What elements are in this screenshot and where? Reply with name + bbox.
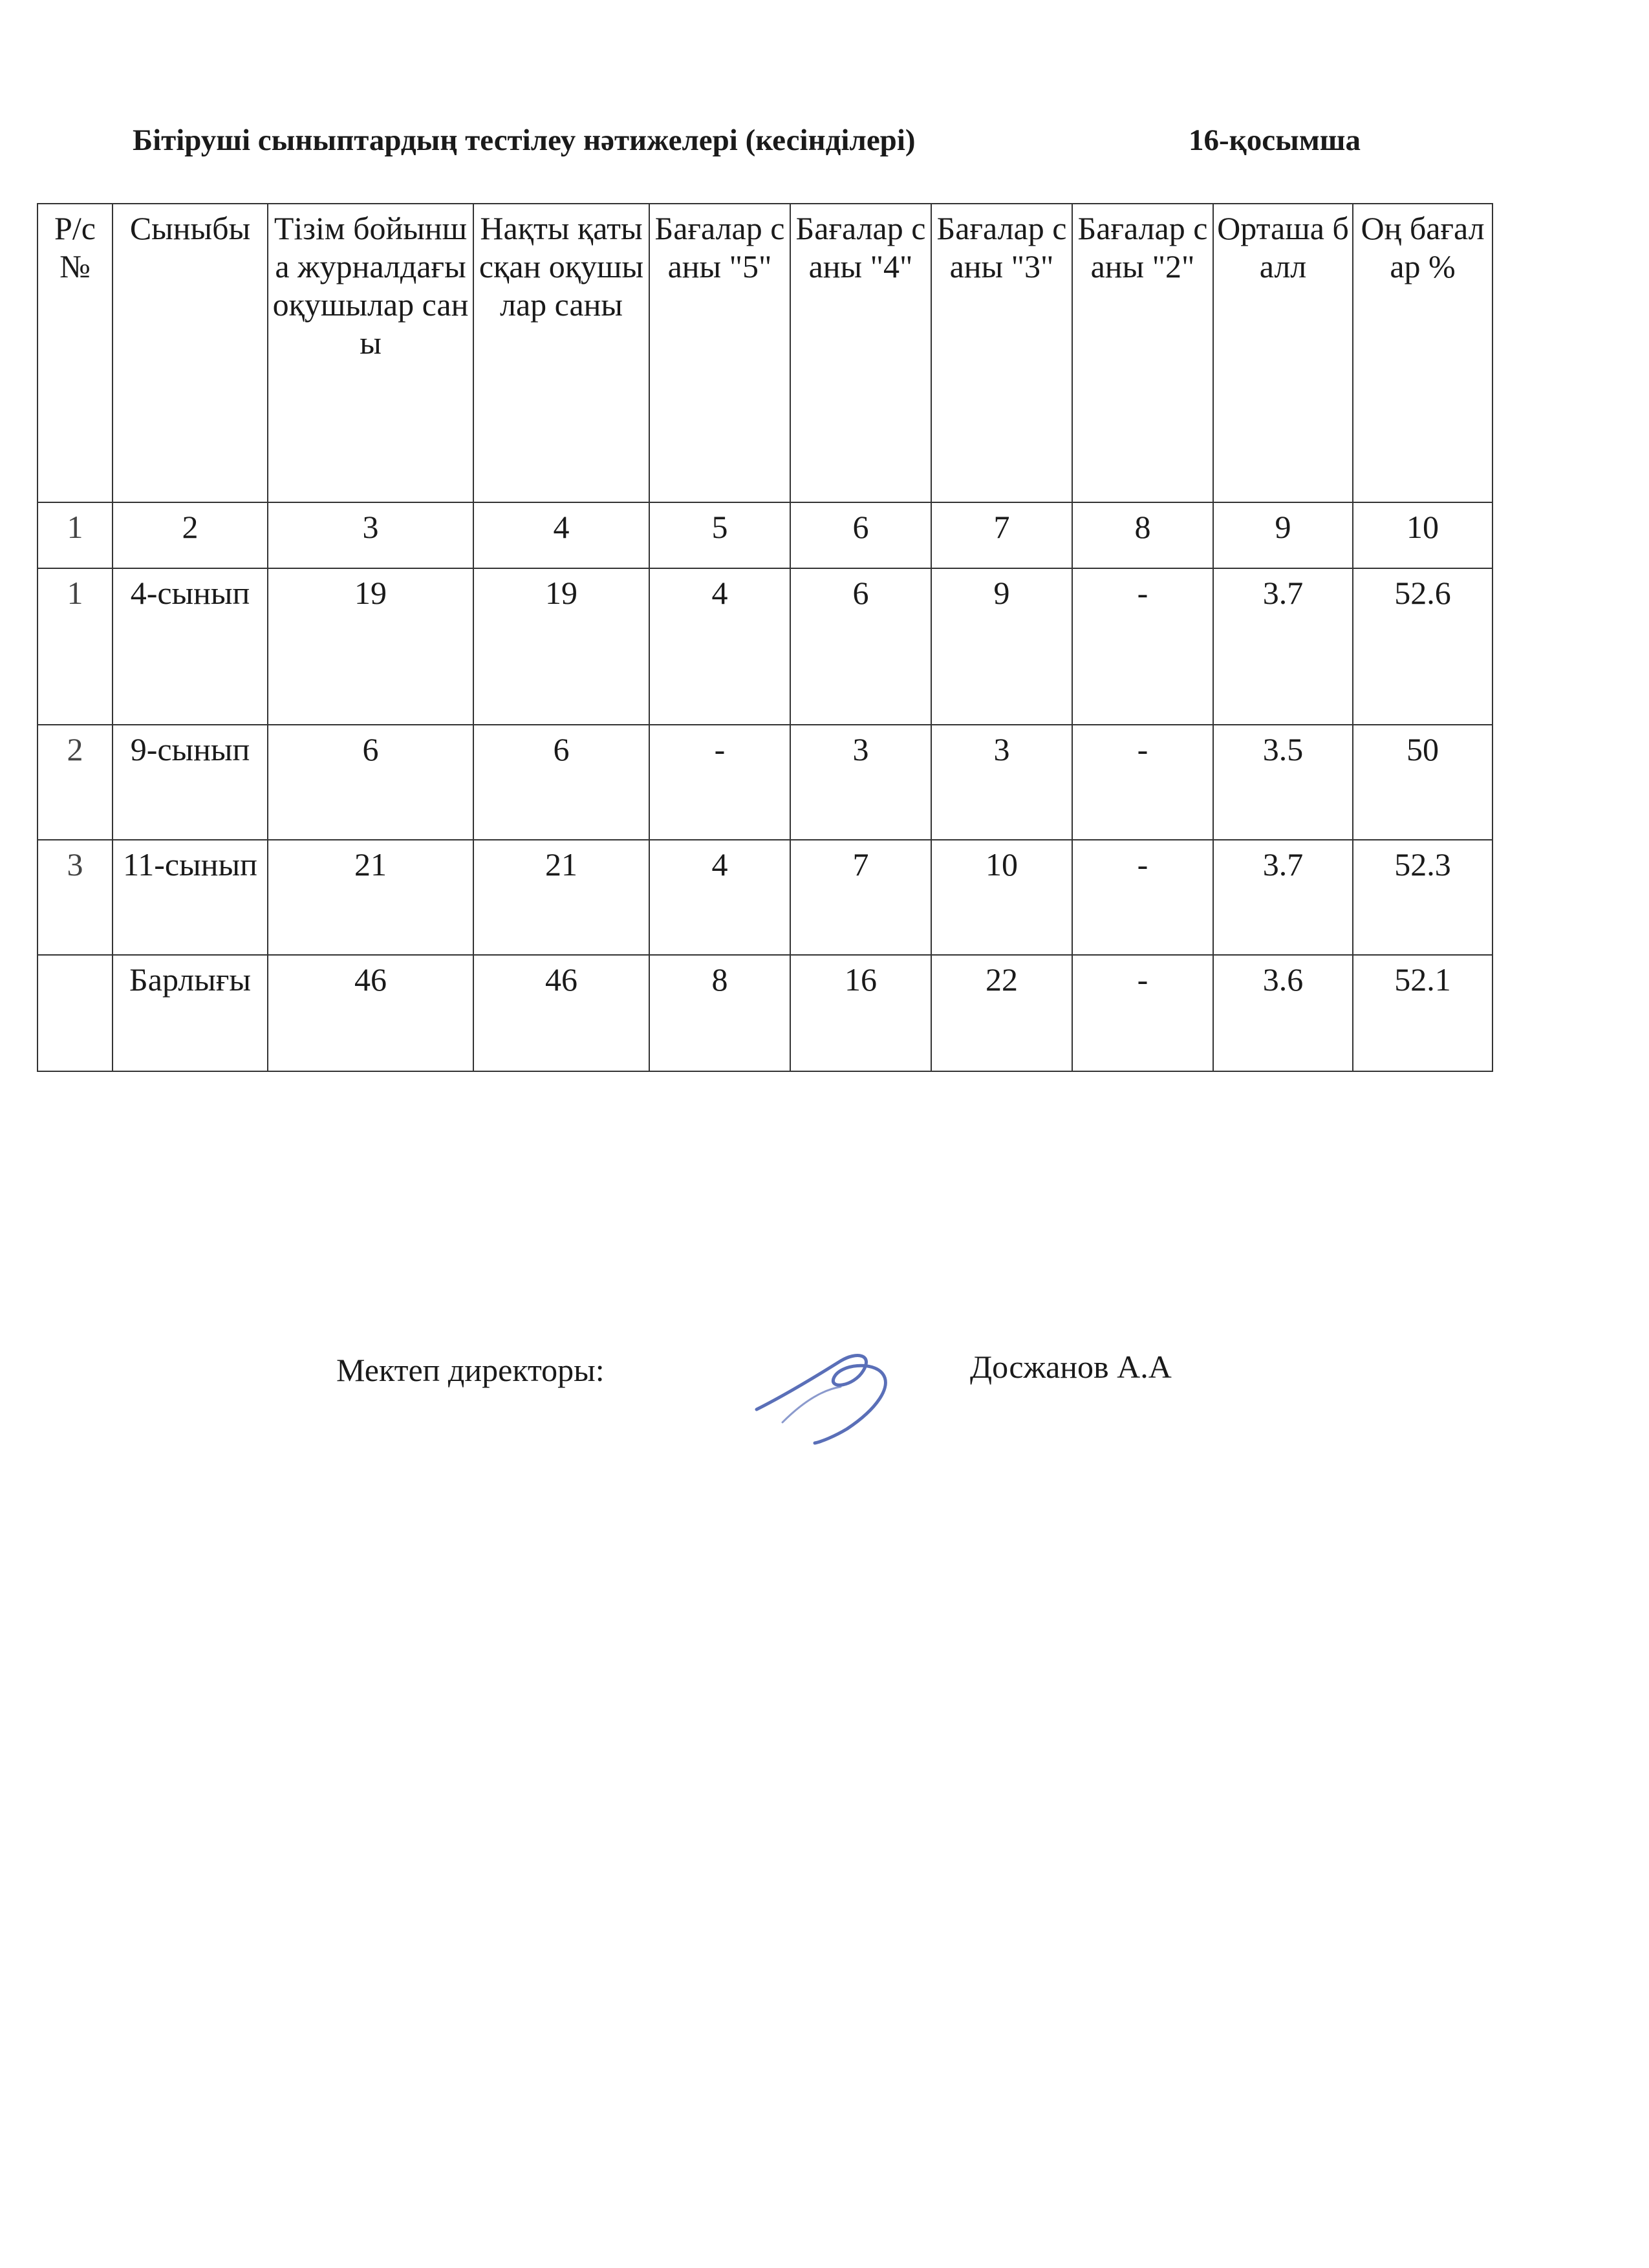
data-cell: 4 <box>649 568 790 725</box>
data-cell: - <box>1072 725 1213 840</box>
row-number-cell: 2 <box>38 725 113 840</box>
total-cell <box>38 955 113 1071</box>
data-cell: 50 <box>1353 725 1493 840</box>
header-cell: Бағалар саны "2" <box>1072 204 1213 502</box>
header-cell: Р/с № <box>38 204 113 502</box>
data-cell: 4 <box>649 840 790 955</box>
header-cell: Орташа балл <box>1213 204 1353 502</box>
column-number-cell: 6 <box>790 502 931 568</box>
data-cell: - <box>649 725 790 840</box>
table-row <box>38 725 1493 840</box>
row-number-cell: 3 <box>38 840 113 955</box>
results-table <box>37 203 1493 1072</box>
signature-icon <box>744 1325 912 1448</box>
data-cell: 7 <box>790 840 931 955</box>
header-row <box>38 204 1493 502</box>
director-label: Мектеп директоры: <box>336 1352 605 1388</box>
data-cell: - <box>1072 840 1213 955</box>
document-title: Бітіруші сыныптардың тестілеу нәтижелері (кесінділері) <box>133 123 916 157</box>
table-row <box>38 568 1493 725</box>
header-cell: Бағалар саны "4" <box>790 204 931 502</box>
data-cell: - <box>1072 568 1213 725</box>
column-number-cell: 2 <box>113 502 268 568</box>
header-cell: Тізім бойынша журналдағы оқушылар саны <box>268 204 473 502</box>
column-number-cell: 1 <box>38 502 113 568</box>
data-cell: 52.3 <box>1353 840 1493 955</box>
column-number-cell: 9 <box>1213 502 1353 568</box>
total-cell: 8 <box>649 955 790 1071</box>
data-cell: 3.7 <box>1213 840 1353 955</box>
data-cell: 3.5 <box>1213 725 1353 840</box>
total-cell: 52.1 <box>1353 955 1493 1071</box>
total-cell: 3.6 <box>1213 955 1353 1071</box>
data-cell: 9 <box>931 568 1072 725</box>
data-cell: 6 <box>473 725 649 840</box>
data-cell: 10 <box>931 840 1072 955</box>
total-cell: 46 <box>473 955 649 1071</box>
column-number-cell: 8 <box>1072 502 1213 568</box>
column-number-cell: 4 <box>473 502 649 568</box>
row-number-cell: 1 <box>38 568 113 725</box>
director-name: Досжанов А.А <box>970 1349 1172 1385</box>
data-cell: 19 <box>473 568 649 725</box>
header-cell: Бағалар саны "5" <box>649 204 790 502</box>
header-cell: Нақты қатысқан оқушылар саны <box>473 204 649 502</box>
header-cell: Оң бағалар % <box>1353 204 1493 502</box>
column-number-cell: 7 <box>931 502 1072 568</box>
data-cell: 21 <box>473 840 649 955</box>
column-number-row <box>38 502 1493 568</box>
data-cell: 21 <box>268 840 473 955</box>
class-cell: 9-сынып <box>113 725 268 840</box>
total-label-cell: Барлығы <box>113 955 268 1071</box>
total-cell: 16 <box>790 955 931 1071</box>
total-cell: 46 <box>268 955 473 1071</box>
data-cell: 3 <box>790 725 931 840</box>
column-number-cell: 5 <box>649 502 790 568</box>
header-cell: Сыныбы <box>113 204 268 502</box>
class-cell: 4-сынып <box>113 568 268 725</box>
data-cell: 6 <box>790 568 931 725</box>
data-cell: 19 <box>268 568 473 725</box>
total-row <box>38 955 1493 1071</box>
annex-label: 16-қосымша <box>1189 123 1361 157</box>
column-number-cell: 10 <box>1353 502 1493 568</box>
total-cell: - <box>1072 955 1213 1071</box>
data-cell: 6 <box>268 725 473 840</box>
column-number-cell: 3 <box>268 502 473 568</box>
data-cell: 3.7 <box>1213 568 1353 725</box>
data-cell: 3 <box>931 725 1072 840</box>
header-cell: Бағалар саны "3" <box>931 204 1072 502</box>
total-cell: 22 <box>931 955 1072 1071</box>
data-cell: 52.6 <box>1353 568 1493 725</box>
class-cell: 11-сынып <box>113 840 268 955</box>
table-row <box>38 840 1493 955</box>
